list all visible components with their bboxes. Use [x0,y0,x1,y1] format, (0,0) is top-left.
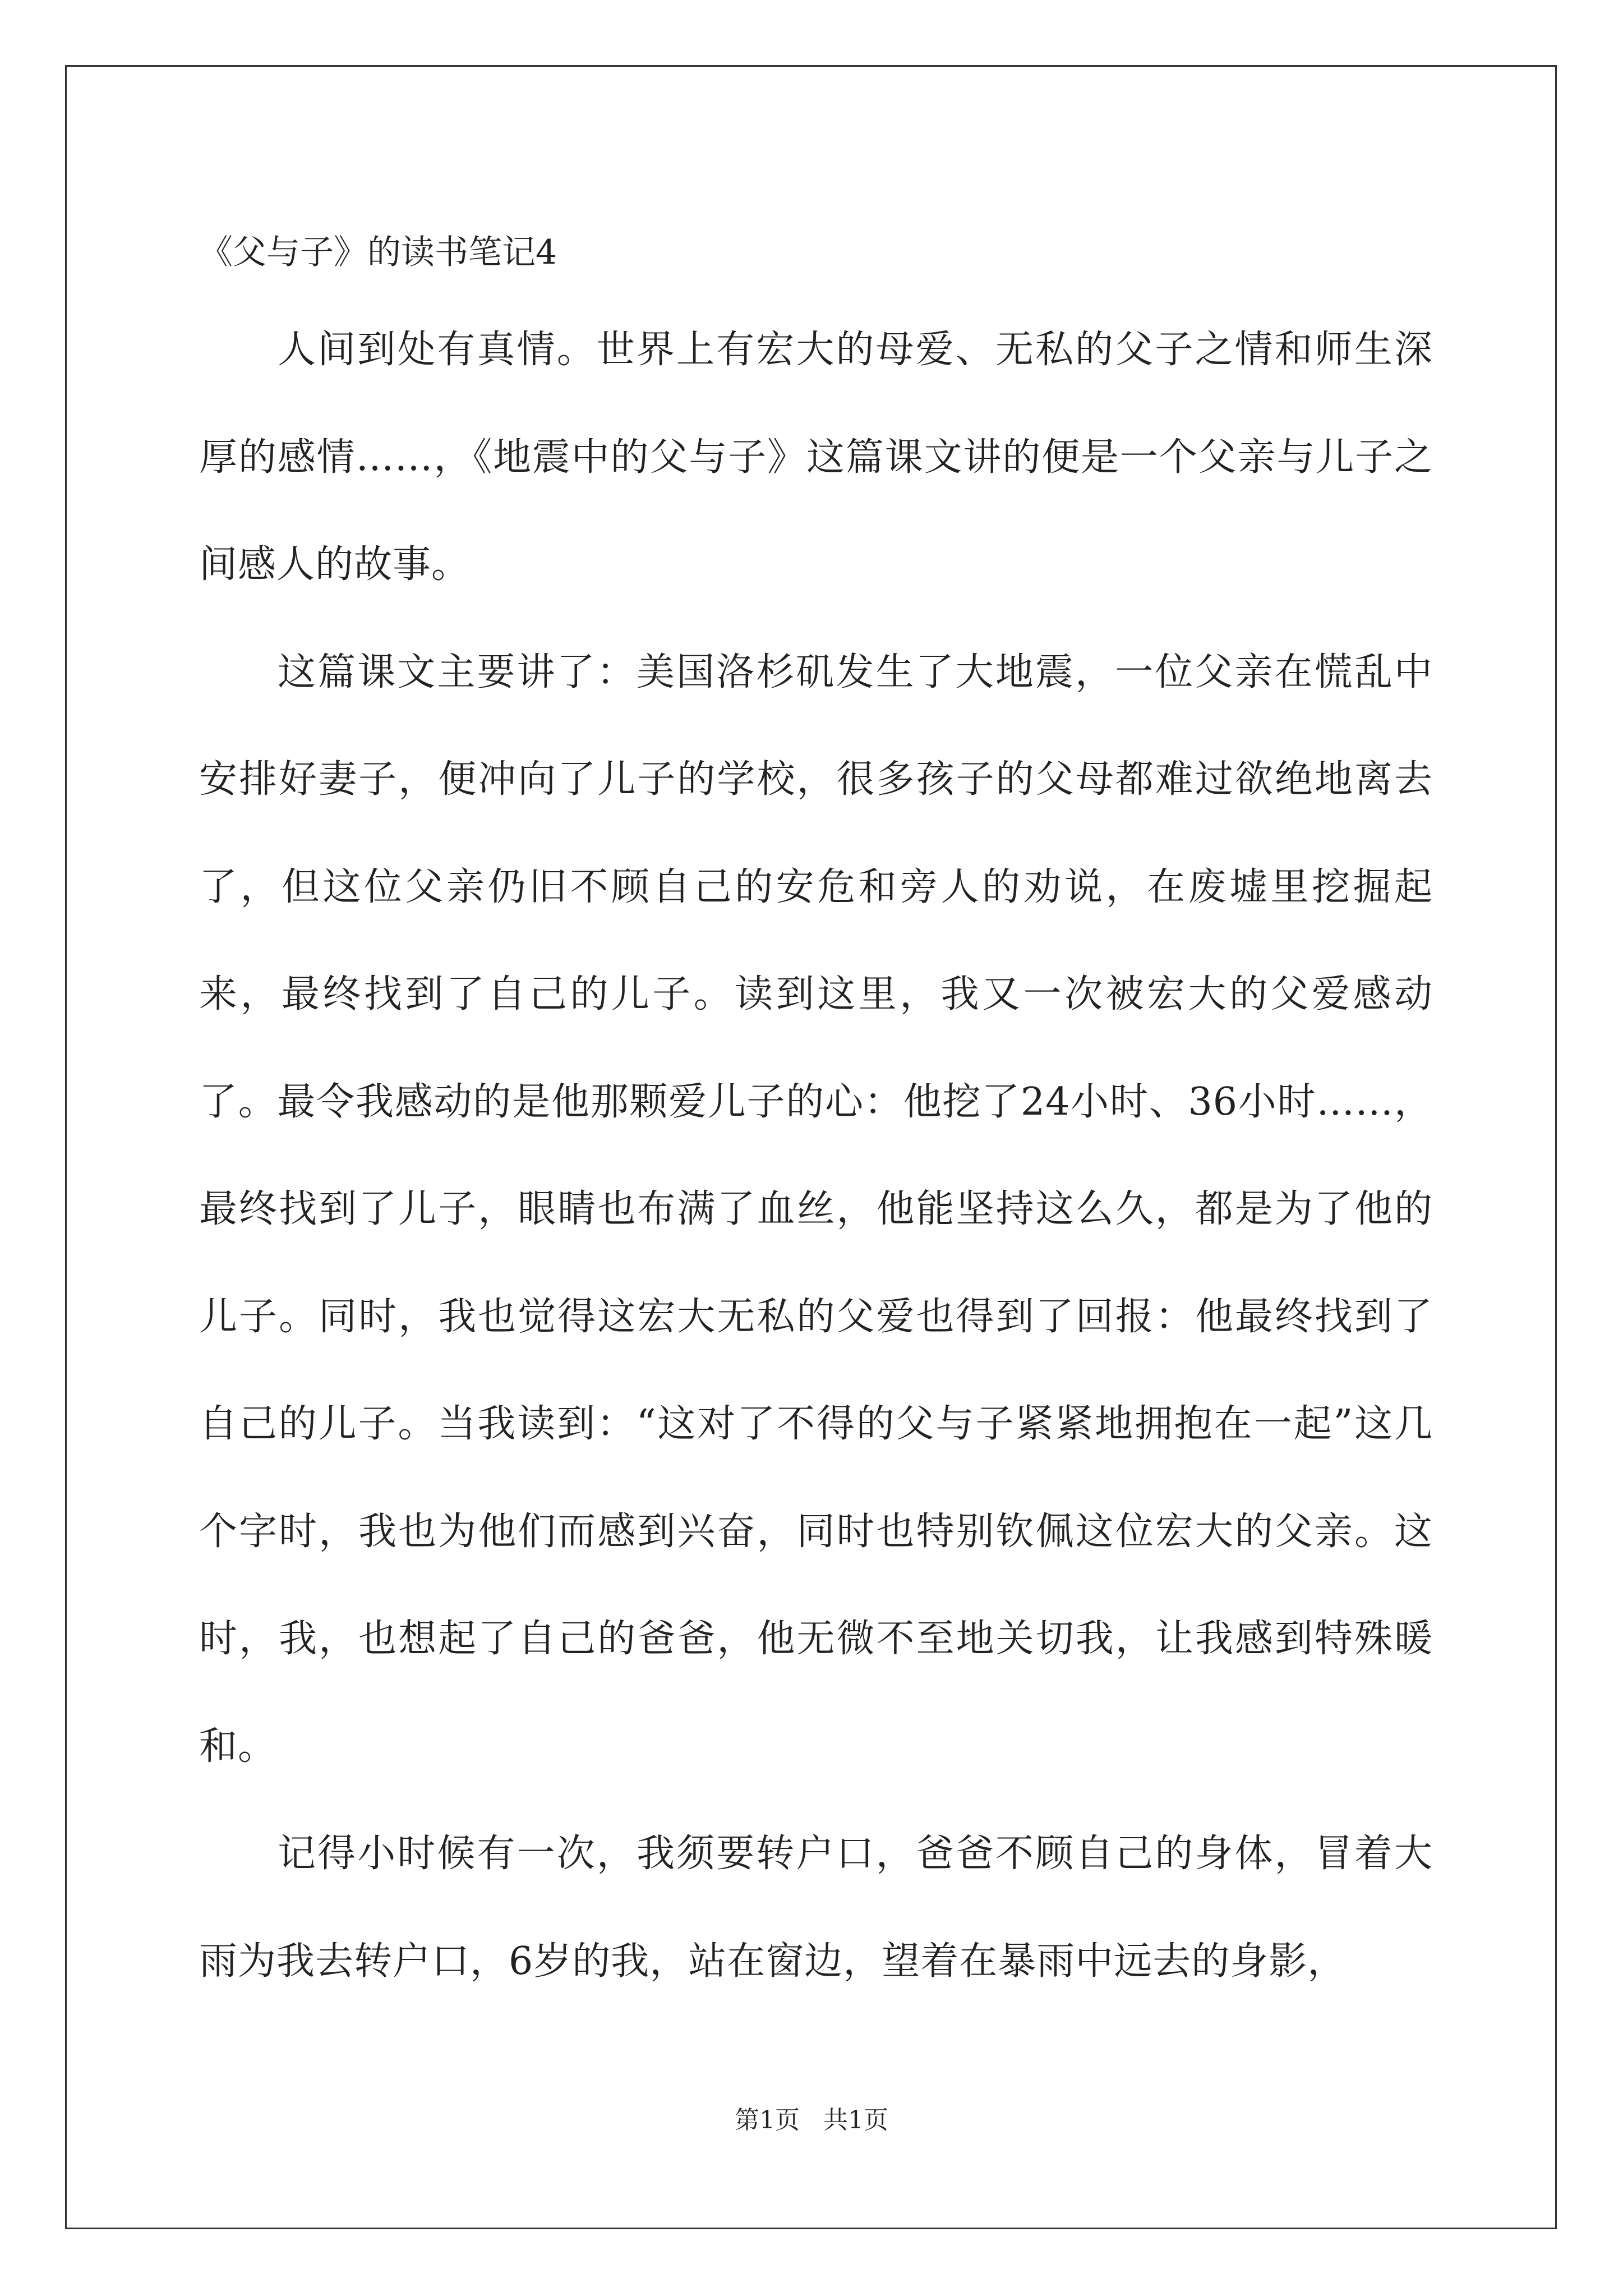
paragraph-2: 这篇课文主要讲了：美国洛杉矶发生了大地震，一位父亲在慌乱中安排好妻子，便冲向了儿子的学校，很多孩子的父母都难过欲绝地离去了，但这位父亲仍旧不顾自己的安危和旁人的劝说，在废墟里挖掘起来，最终找到了自己的儿子。读到这里，我又一次被宏大的父爱感动了。最令我感动的是他那颗爱儿子的心：他挖了24小时、36小时……，最终找到了儿子，眼睛也布满了血丝，他能坚持这么久，都是为了他的儿子。同时，我也觉得这宏大无私的父爱也得到了回报：他最终找到了自己的儿子。当我读到：“这对了不得的父与子紧紧地拥抱在一起”这几个字时，我也为他们而感到兴奋，同时也特别钦佩这位宏大的父亲。这时，我，也想起了自己的爸爸，他无微不至地关切我，让我感到特殊暖和。 [199,650,1433,1769]
page-number-footer: 第1页 共1页 [735,2106,888,2134]
document-body [199,296,1433,2015]
paragraph-3: 记得小时候有一次，我须要转户口，爸爸不顾自己的身体，冒着大雨为我去转户口，6岁的我，站在窗边，望着在暴雨中远去的身影， [199,1832,1433,1984]
document-title: 《父与子》的读书笔记4 [199,233,557,272]
paragraph-1: 人间到处有真情。世界上有宏大的母爱、无私的父子之情和师生深厚的感情……，《地震中的父与子》这篇课文讲的便是一个父亲与儿子之间感人的故事。 [199,328,1433,587]
